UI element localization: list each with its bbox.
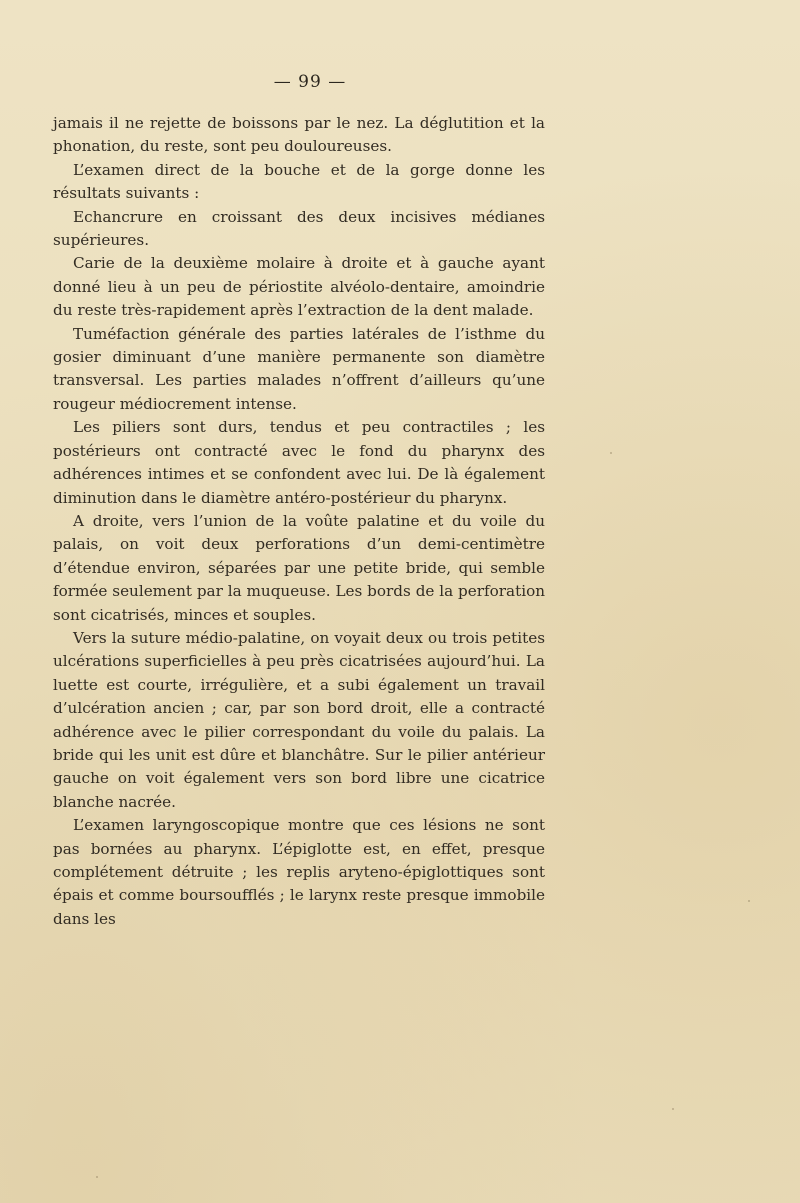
paragraph-9: L’examen laryngoscopique montre que ces lésions ne sont pas bornées au pharynx. L’épiglotte est, en effet, presque complétement détruite ; les replis aryteno-épiglottiques sont épais et comme boursoufflés ; le larynx reste presque immobile dans les [53, 816, 545, 928]
paper-speck [748, 900, 750, 902]
paper-speck [672, 1108, 674, 1110]
paragraph-3: Echancrure en croissant des deux incisives médianes supérieures. [53, 207, 545, 250]
paragraph-1: jamais il ne rejette de boissons par le nez. La déglutition et la phonation, du reste, sont peu douloureuses. [53, 114, 545, 156]
paragraph-5: Tuméfaction générale des parties latérales de l’isthme du gosier diminuant d’une manière permanente son diamètre transversal. Les parties malades n’offrent d’ailleurs qu’une rougeur médiocrement intense. [53, 324, 545, 413]
paragraph-8: Vers la suture médio-palatine, on voyait deux ou trois petites ulcérations superficielles à peu près cicatrisées aujourd’hui. La luette est courte, irrégulière, et a subi également un travail d’ulcération ancien ; car, par son bord droit, elle a contracté adhérence avec le pilier correspondant du voile du palais. La bride qui les unit est dûre et blanchâtre. Sur le pilier antérieur gauche on voit également vers son bord libre une cicatrice blanche nacrée. [53, 628, 545, 811]
paragraph-6: Les piliers sont durs, tendus et peu contractiles ; les postérieurs ont contracté avec le fond du pharynx des adhérences intimes et se confondent avec lui. De là également diminution dans le diamètre antéro-postérieur du pharynx. [53, 418, 545, 507]
paragraph-2: L’examen direct de la bouche et de la gorge donne les résultats suivants : [53, 160, 545, 203]
paper-speck [96, 1176, 98, 1178]
body-text [53, 112, 545, 931]
paper-speck [610, 452, 612, 454]
paragraph-7: A droite, vers l’union de la voûte palatine et du voile du palais, on voit deux perforations d’un demi-centimètre d’étendue environ, séparées par une petite bride, qui semble formée seulement par la muqueuse. Les bords de la perforation sont cicatrisés, minces et souples. [53, 511, 545, 624]
page-number: — 99 — [273, 72, 347, 92]
paragraph-4: Carie de la deuxième molaire à droite et à gauche ayant donné lieu à un peu de périostite alvéolo-dentaire, amoindrie du reste très-rapidement après l’extraction de la dent malade. [53, 254, 545, 320]
